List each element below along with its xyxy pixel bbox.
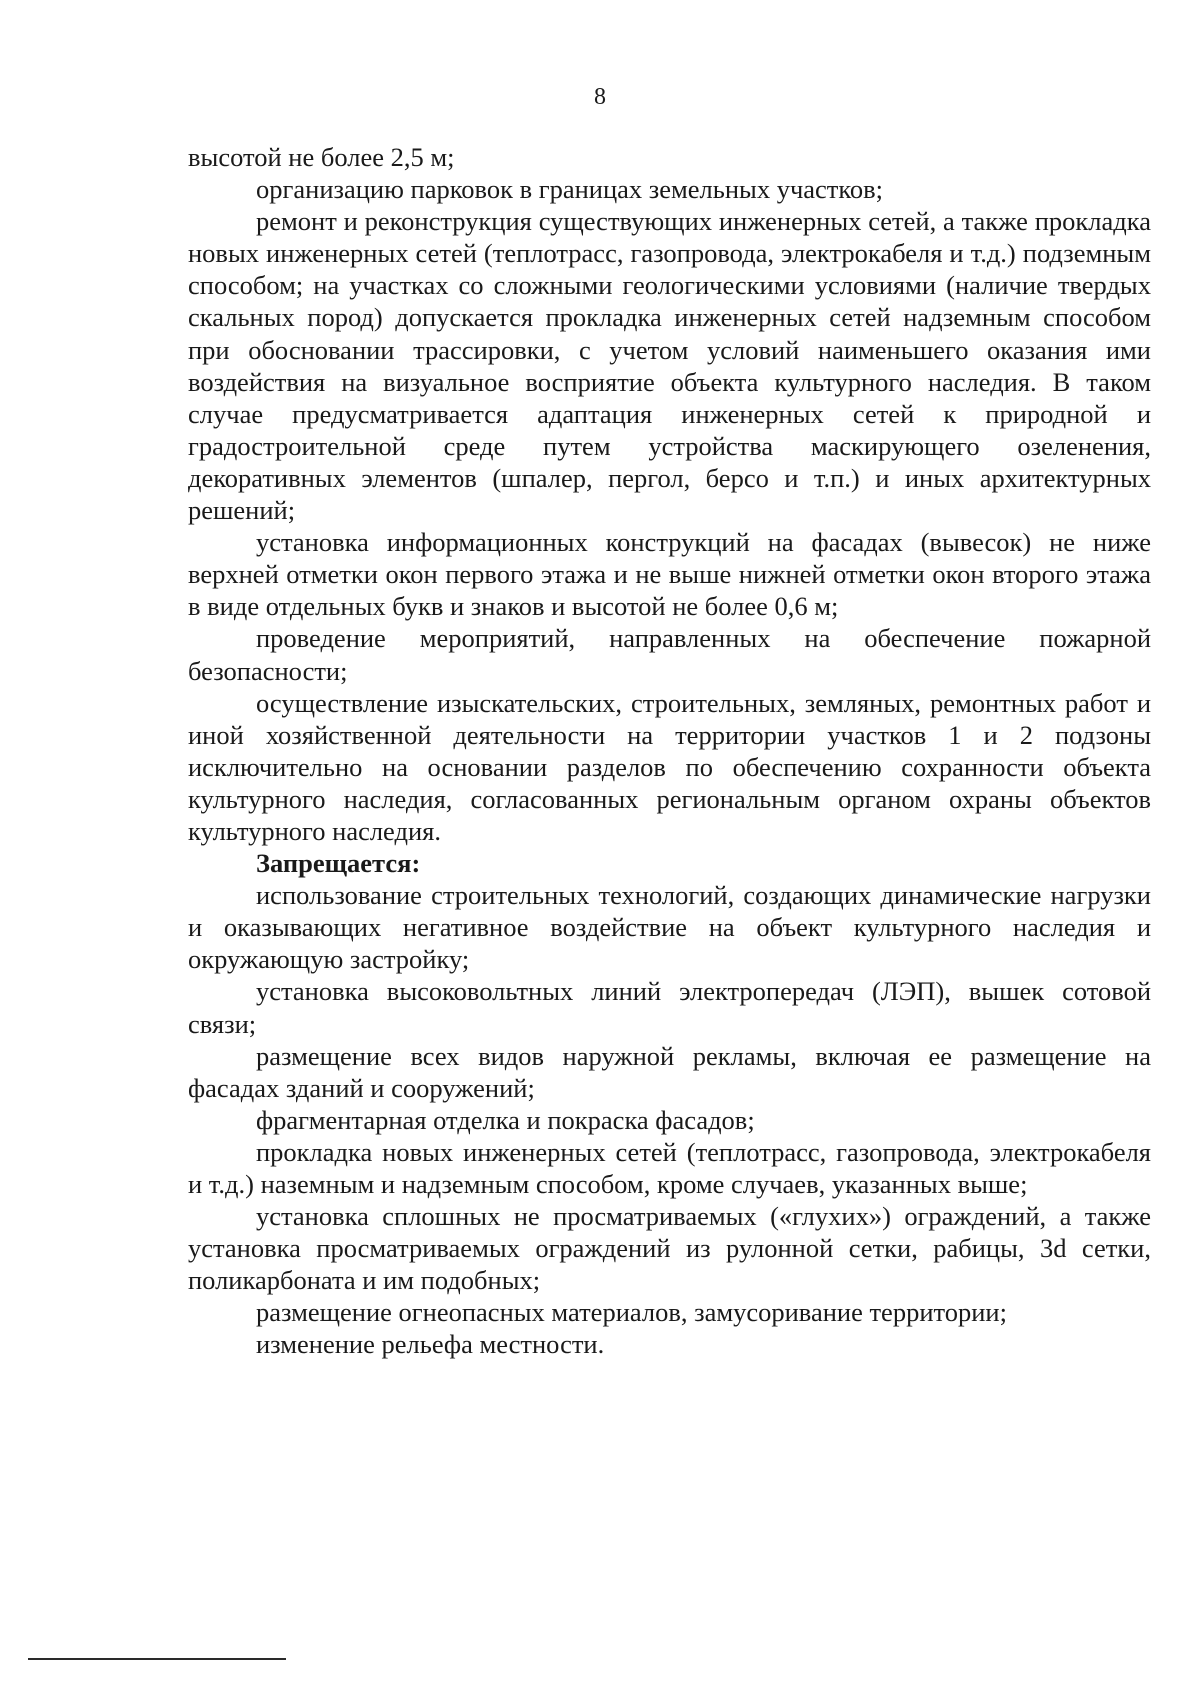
- prohibited-item-dynamic-loads: использование строительных технологий, создающих динамические нагрузки и оказывающих негативное воздействие на объект культурного наследия и окружающую застройку;: [188, 880, 1151, 975]
- prohibited-item-fences: установка сплошных не просматриваемых («глухих») ограждений, а также установка просматриваемых ограждений из рулонной сетки, рабицы, 3d сетки, поликарбоната и им подобных;: [188, 1201, 1151, 1296]
- paragraph-parking: организацию парковок в границах земельных участков;: [256, 174, 884, 205]
- prohibited-item-relief-change: изменение рельефа местности.: [256, 1329, 605, 1360]
- prohibited-item-above-ground-networks: прокладка новых инженерных сетей (теплотрасс, газопровода, электрокабеля и т.д.) наземным и надземным способом, кроме случаев, указанных выше;: [188, 1136, 1151, 1199]
- prohibited-heading: Запрещается:: [256, 848, 421, 879]
- prohibited-item-power-lines: установка высоковольтных линий электропередач (ЛЭП), вышек сотовой связи;: [188, 976, 1151, 1039]
- paragraph-works: осуществление изыскательских, строительных, земляных, ремонтных работ и иной хозяйственной деятельности на территории участков 1 и 2 подзоны исключительно на основании разделов по обеспечению сохранности объекта культурного наследия, согласованных региональным органом охраны объектов культурного наследия.: [188, 687, 1151, 846]
- footnote-separator: [28, 1658, 286, 1660]
- paragraph-signage: установка информационных конструкций на фасадах (вывесок) не ниже верхней отметки окон первого этажа и не выше нижней отметки окон второго этажа в виде отдельных букв и знаков и высотой не более 0,6 м;: [188, 527, 1151, 622]
- prohibited-item-advertising: размещение всех видов наружной рекламы, включая ее размещение на фасадах зданий и сооружений;: [188, 1040, 1151, 1103]
- prohibited-item-flammable-materials: размещение огнеопасных материалов, замусоривание территории;: [256, 1297, 1007, 1328]
- paragraph-fire-safety: проведение мероприятий, направленных на обеспечение пожарной безопасности;: [188, 623, 1151, 686]
- paragraph-height-limit: высотой не более 2,5 м;: [188, 142, 455, 172]
- document-body: [188, 141, 1151, 1361]
- page-number: 8: [594, 84, 606, 110]
- paragraph-engineering-networks: ремонт и реконструкция существующих инженерных сетей, а также прокладка новых инженерных сетей (теплотрасс, газопровода, электрокабеля и т.д.) подземным способом; на участках со сложными геологическими условиями (наличие твердых скальных пород) допускается прокладка инженерных сетей надземным способом при обосновании трассировки, с учетом условий наименьшего оказания ими воздействия на визуальное восприятие объекта культурного наследия. В таком случае предусматривается адаптация инженерных сетей к природной и градостроительной среде путем устройства маскирующего озеленения, декоративных элементов (шпалер, пергол, берсо и т.п.) и иных архитектурных решений;: [188, 206, 1151, 526]
- prohibited-item-facade-finishing: фрагментарная отделка и покраска фасадов;: [256, 1104, 755, 1135]
